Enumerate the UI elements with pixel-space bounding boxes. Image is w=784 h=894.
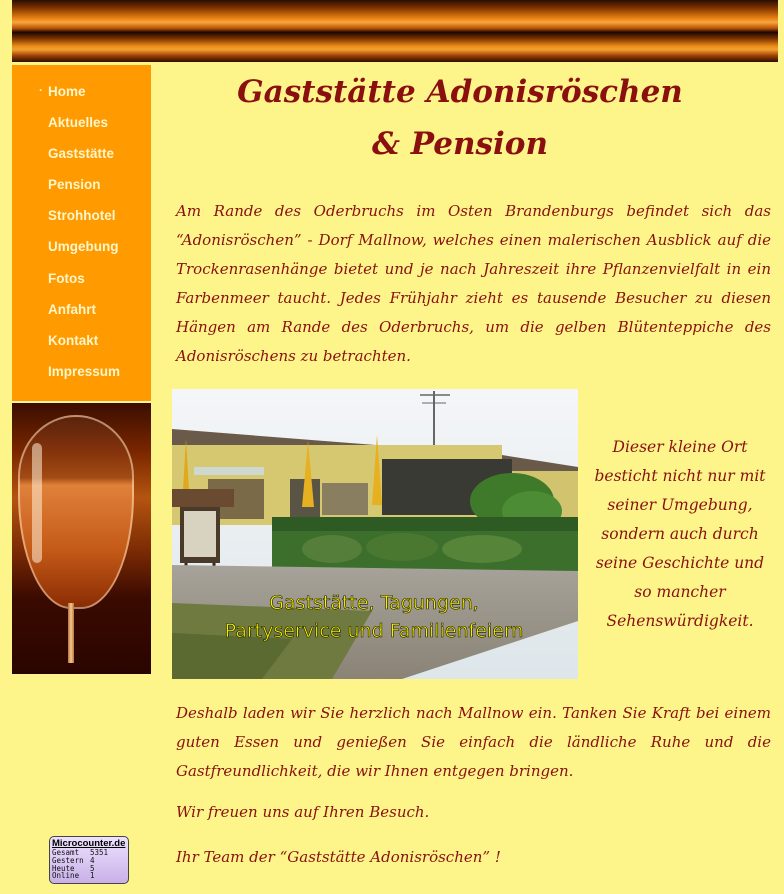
counter-value: 5 <box>90 863 95 873</box>
wine-glass-image <box>12 403 151 674</box>
greeting-text: Wir freuen uns auf Ihren Besuch. <box>176 803 430 821</box>
counter-row-online <box>50 872 128 880</box>
wine-glass-shine <box>32 443 42 563</box>
nav-item-label: Home <box>48 84 86 99</box>
nav-item-label: Umgebung <box>48 239 119 254</box>
side-paragraph: Dieser kleine Ort besticht nicht nur mit seiner Umgebung, sondern auch durch seine Geschichte und so mancher Sehenswürdigkeit. <box>594 438 766 630</box>
nav-item-aktuelles[interactable] <box>48 115 108 130</box>
counter-label: Online <box>52 871 80 881</box>
nav-item-label: Gaststätte <box>48 146 115 161</box>
nav-item-label: Pension <box>48 177 101 192</box>
page-subtitle: & Pension <box>372 126 548 162</box>
nav-item-label: Aktuelles <box>48 115 109 130</box>
visitor-counter[interactable] <box>49 836 129 884</box>
wine-glass-stem <box>68 603 74 663</box>
nav-item-home[interactable] <box>39 83 86 99</box>
nav-item-label: Anfahrt <box>48 302 96 317</box>
signature-text: Ihr Team der “Gaststätte Adonisröschen” ! <box>176 848 501 866</box>
counter-value: 5351 <box>90 848 109 857</box>
counter-label: Gestern <box>52 855 84 865</box>
counter-label: Gesamt <box>52 848 80 857</box>
nav-active-bullet: · <box>39 83 43 97</box>
counter-value: 1 <box>90 871 95 881</box>
sidebar-nav <box>12 65 151 403</box>
invite-paragraph: Deshalb laden wir Sie herzlich nach Mallnow ein. Tanken Sie Kraft bei einem guten Essen und genießen Sie einfach die ländliche Ruhe und die Gastfreundlichkeit, die wir Ihnen entgegen bringen. <box>176 704 771 780</box>
counter-label: Heute <box>52 863 75 873</box>
nav-item-label: Fotos <box>48 271 85 286</box>
nav-item-pension[interactable] <box>48 177 101 192</box>
nav-item-label: Strohhotel <box>48 208 116 223</box>
nav-item-gaststaette[interactable] <box>48 146 114 161</box>
photo-caption-line2: Partyservice und Familienfeiern <box>224 620 524 642</box>
header-banner <box>12 0 778 62</box>
restaurant-photo <box>172 389 578 679</box>
nav-item-label: Impressum <box>48 364 121 379</box>
nav-item-strohhotel[interactable] <box>48 208 116 223</box>
nav-item-label: Kontakt <box>48 333 99 348</box>
nav-item-kontakt[interactable] <box>48 333 98 348</box>
page-title: Gaststätte Adonisröschen <box>237 74 683 110</box>
intro-paragraph: Am Rande des Oderbruchs im Osten Brandenburgs befindet sich das “Adonisröschen” - Dorf Mallnow, welches einen malerischen Ausblick auf die Trockenrasenhänge bietet und je nach Jahreszeit ihre Pflanzenvielfalt in ein Farbenmeer taucht. Jedes Frühjahr zieht es tausende Besucher zu diesen Hängen am Rande des Oderbruchs, um die gelben Blütenteppiche des Adonisröschens zu betrachten. <box>176 202 771 365</box>
nav-item-umgebung[interactable] <box>48 239 119 254</box>
nav-item-impressum[interactable] <box>48 364 120 379</box>
restaurant-photo-graphic <box>172 389 578 679</box>
counter-title: Microcounter.de <box>52 838 126 849</box>
nav-item-fotos[interactable] <box>48 271 85 286</box>
nav-item-anfahrt[interactable] <box>48 302 96 317</box>
counter-value: 4 <box>90 855 95 865</box>
photo-caption-line1: Gaststätte, Tagungen, <box>269 592 479 614</box>
